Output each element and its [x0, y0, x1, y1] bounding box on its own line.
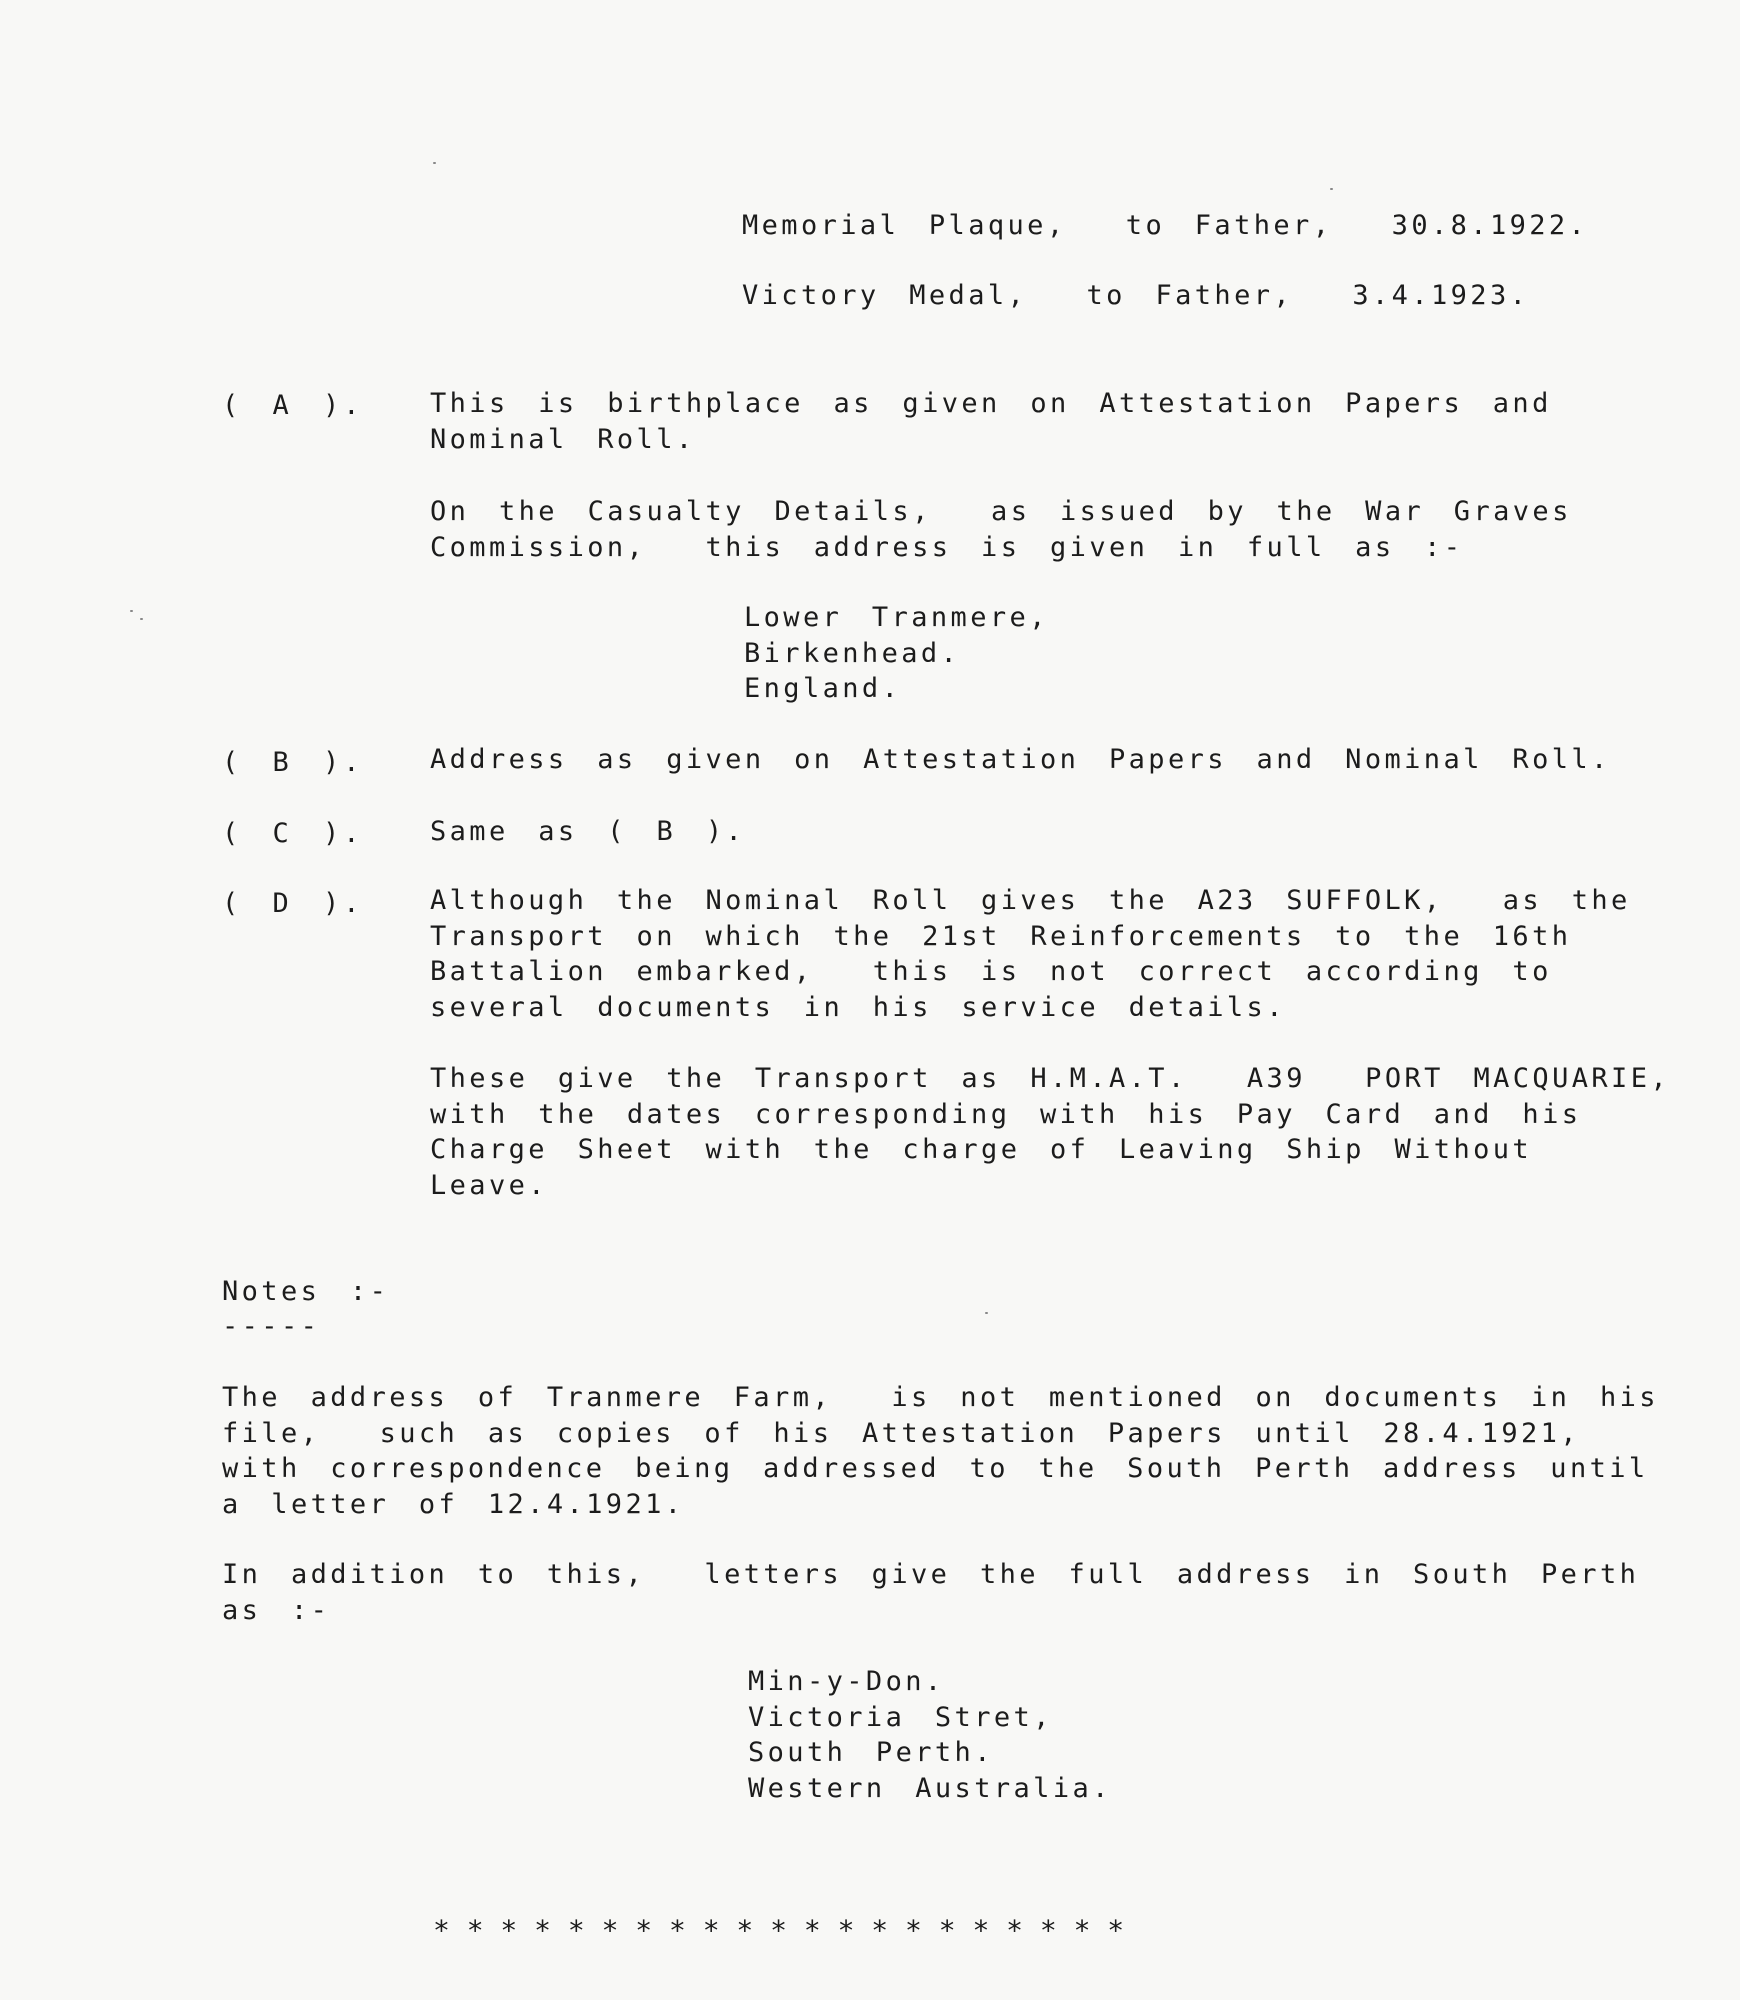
section-b-text: Address as given on Attestation Papers and Nominal Roll. [430, 744, 1611, 775]
scan-speck [130, 610, 133, 612]
footer-stars-divider: * * * * * * * * * * * * * * * * * * * * * [433, 1914, 1125, 1947]
section-d-marker: ( D ). [222, 888, 364, 919]
section-a-paragraph-2: On the Casualty Details, as issued by the War Graves Commission, this address is given in full as :- [430, 496, 1572, 563]
section-a-marker: ( A ). [222, 390, 364, 421]
medal-line-memorial-plaque: Memorial Plaque, to Father, 30.8.1922. [742, 210, 1589, 241]
notes-address: Min-y-Don. Victoria Stret, South Perth. Western Australia. [748, 1666, 1112, 1804]
notes-heading: Notes :- [222, 1276, 390, 1307]
scan-speck [985, 1312, 988, 1314]
medal-line-victory-medal: Victory Medal, to Father, 3.4.1923. [742, 280, 1530, 311]
notes-underline: ----- [222, 1311, 321, 1342]
section-a-paragraph-1: This is birthplace as given on Attestation Papers and Nominal Roll. [430, 388, 1552, 455]
section-a-address: Lower Tranmere, Birkenhead. England. [744, 602, 1049, 704]
scan-speck [1330, 188, 1333, 190]
notes-paragraph-2: In addition to this, letters give the full address in South Perth as :- [222, 1559, 1640, 1626]
scan-speck [140, 618, 143, 620]
notes-paragraph-1: The address of Tranmere Farm, is not mentioned on documents in his file, such as copies of his Attestation Papers until 28.4.1921, with correspondence being addressed to the South Perth address until a letter of 12.4.1921. [222, 1382, 1659, 1520]
section-c-marker: ( C ). [222, 818, 364, 849]
scan-speck [433, 162, 436, 164]
section-d-paragraph-1: Although the Nominal Roll gives the A23 SUFFOLK, as the Transport on which the 21st Reinforcements to the 16th Battalion embarked, this is not correct according to several documents in his service details. [430, 885, 1631, 1023]
section-b-marker: ( B ). [222, 747, 364, 778]
section-d-paragraph-2: These give the Transport as H.M.A.T. A39 PORT MACQUARIE, with the dates corresponding with his Pay Card and his Charge Sheet with the charge of Leaving Ship Without Leave. [430, 1063, 1671, 1201]
section-c-text: Same as ( B ). [430, 816, 746, 847]
